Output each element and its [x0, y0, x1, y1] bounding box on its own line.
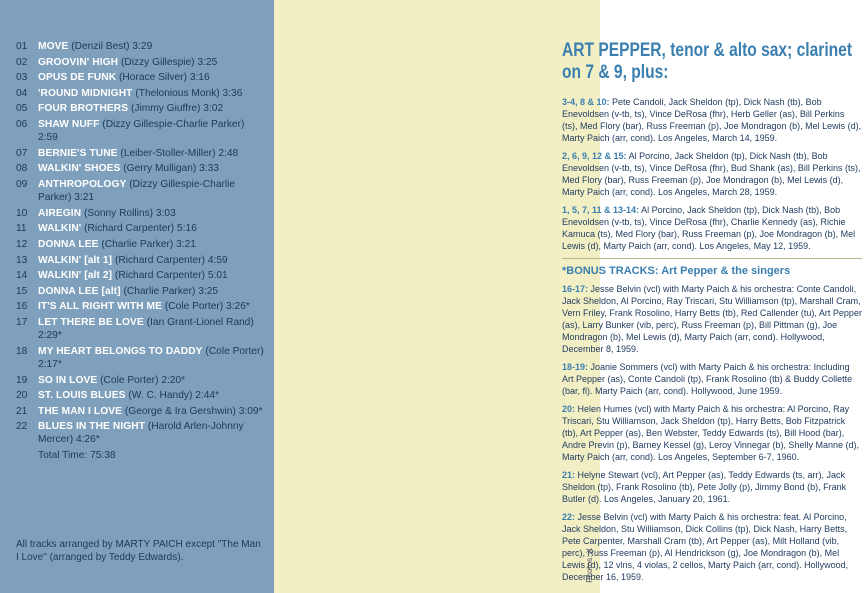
track-title: MOVE: [38, 41, 69, 52]
track-duration: 2:29*: [38, 330, 62, 342]
session-tracks: 3-4, 8 & 10:: [562, 97, 610, 107]
track-info: [38, 316, 266, 342]
track-composer: (Leiber-Stoller-Miller): [120, 147, 216, 159]
track-composer: (Thelonious Monk): [135, 87, 220, 99]
track-number: 07: [16, 147, 28, 159]
track-composer: (Charlie Parker): [101, 238, 174, 250]
session-personnel: Pete Candoli, Jack Sheldon (tp), Dick Nash (tb), Bob Enevoldsen (v-tb, ts), Vince DeRosa (fhr), Herb Geller (as), Bill Perkins (ts), Med Flory (bar), Russ Freeman (p), Joe Mondragon (b), Mel Lewis (d), Marty Paich (arr, cond). Los Angeles, March 14, 1959.: [562, 97, 862, 143]
track-row: [16, 238, 266, 251]
track-duration: 3:36: [222, 87, 243, 99]
track-row: [16, 71, 266, 84]
track-title: SHAW NUFF: [38, 118, 100, 130]
track-composer: (Dizzy Gillespie-Charlie Parker): [102, 118, 245, 130]
session-personnel: Al Porcino, Jack Sheldon (tp), Dick Nash (tb), Bob Enevoldsen (v-tb, ts), Vince DeRosa (fhr), Bud Shank (as), Bill Perkins (ts), Med Flory (bar), Russ Freeman (p), Joe Mondragon (b), Mel Lewis (d), Marty Paich (arr, cond). Los Angeles, March 28, 1959.: [562, 151, 861, 197]
track-title: FOUR BROTHERS: [38, 103, 129, 115]
track-number: 17: [16, 316, 28, 328]
track-title: THE MAN I LOVE: [38, 405, 123, 417]
track-number: 22: [16, 421, 28, 433]
track-number: 18: [16, 345, 28, 357]
bonus-entry: [562, 469, 862, 505]
session-tracks: 2, 6, 9, 12 & 15:: [562, 151, 627, 161]
track-duration: 2:17*: [38, 358, 62, 370]
track-number: 15: [16, 285, 28, 297]
track-number: 05: [16, 103, 28, 115]
track-title: OPUS DE FUNK: [38, 72, 117, 84]
track-duration: 2:59: [38, 132, 58, 144]
track-row: [16, 374, 266, 387]
track-composer: (Harold Arlen-Johnny Mercer): [38, 421, 244, 446]
track-row: [16, 162, 266, 175]
track-row: [16, 316, 266, 342]
track-duration: 3:25: [197, 56, 218, 68]
track-composer: (Cole Porter): [164, 301, 224, 313]
photo-credit: Photos: X: [585, 548, 594, 583]
track-row: [16, 87, 266, 100]
session-tracks: 20:: [562, 404, 576, 414]
album-header: ART PEPPER, tenor & alto sax; clarinet on 7 & 9, plus:: [562, 40, 853, 83]
track-title: WALKIN' [alt 2]: [38, 270, 113, 282]
track-title: WALKIN': [38, 223, 82, 235]
track-row: [16, 118, 266, 144]
track-number: 21: [16, 405, 28, 417]
track-row: [16, 178, 266, 204]
track-info: [38, 56, 266, 69]
personnel-panel: [274, 0, 862, 593]
track-title: BERNIE'S TUNE: [38, 147, 118, 159]
track-row: [16, 269, 266, 282]
track-row: [16, 40, 266, 53]
track-composer: (W. C. Handy): [128, 390, 193, 402]
track-number: 14: [16, 270, 28, 282]
track-title: WALKIN' SHOES: [38, 163, 121, 175]
track-duration: 3:21: [176, 238, 196, 250]
track-row: [16, 300, 266, 313]
session-tracks: 21:: [562, 470, 576, 480]
track-info: [38, 405, 266, 418]
track-duration: 3:25: [198, 285, 219, 297]
track-title: DONNA LEE [alt]: [38, 285, 121, 297]
track-title: ANTHROPOLOGY: [38, 178, 127, 190]
track-number: 06: [16, 118, 28, 130]
track-info: [38, 374, 266, 387]
track-number: 19: [16, 374, 28, 386]
track-info: [38, 238, 266, 251]
bonus-entry: [562, 403, 862, 463]
track-composer: (Horace Silver): [119, 72, 187, 84]
track-composer: (Cole Porter): [100, 374, 159, 386]
track-info: [38, 300, 266, 313]
track-number: 09: [16, 178, 28, 190]
bonus-title: *BONUS TRACKS: Art Pepper & the singers: [562, 265, 791, 277]
track-duration: 4:59: [207, 254, 228, 266]
track-duration: 3:33: [199, 163, 219, 175]
track-row: [16, 56, 266, 69]
track-duration: 2:44*: [195, 390, 219, 402]
track-composer: (Denzil Best): [71, 41, 130, 52]
track-title: ST. LOUIS BLUES: [38, 390, 126, 402]
track-row: [16, 285, 266, 298]
divider: [562, 258, 862, 259]
track-number: 13: [16, 254, 28, 266]
track-row: [16, 207, 266, 220]
track-composer: (Ian Grant-Lionel Rand): [146, 316, 254, 328]
track-number: 03: [16, 72, 28, 84]
track-duration: 3:29: [132, 41, 153, 52]
track-number: 04: [16, 87, 28, 99]
track-info: [38, 40, 266, 53]
track-info: [38, 269, 266, 282]
track-composer: (Charlie Parker): [123, 285, 196, 297]
track-info: [38, 254, 266, 267]
track-title: WALKIN' [alt 1]: [38, 254, 113, 266]
session-tracks: 22:: [562, 512, 576, 522]
track-number: 12: [16, 238, 28, 250]
track-row: [16, 405, 266, 418]
total-time: Total Time: 75:38: [38, 450, 116, 462]
track-info: [38, 87, 266, 100]
track-row: [16, 345, 266, 371]
track-info: [38, 285, 266, 298]
track-composer: (Dizzy Gillespie): [120, 56, 195, 68]
track-info: [38, 222, 266, 235]
track-composer: (Richard Carpenter): [114, 270, 205, 282]
track-composer: (Dizzy Gillespie-Charlie Parker): [38, 178, 236, 204]
session-tracks: 18-19:: [562, 362, 589, 372]
track-title: SO IN LOVE: [38, 374, 98, 386]
track-number: 16: [16, 301, 28, 313]
track-info: [38, 102, 266, 115]
bonus-entry: [562, 283, 862, 355]
track-composer: (Sonny Rollins): [84, 207, 154, 219]
track-row: [16, 254, 266, 267]
track-list: [16, 40, 266, 462]
track-composer: (George & Ira Gershwin): [124, 405, 236, 417]
track-duration: 4:26*: [75, 434, 100, 446]
session-personnel: Helen Humes (vcl) with Marty Paich & his orchestra: Al Porcino, Ray Triscari, Stu Williamson, Jack Sheldon (tp), Harry Betts, Bob Fitzpatrick (tb), Art Pepper (as), Ben Webster, Teddy Edwards (ts), Bill Hood (bar), Andre Previn (p), Barney Kessel (g), Leroy Vinnegar (b), Shelly Manne (d), Marty Paich (arr, cond). Los Angeles, September 6-7, 1960.: [562, 404, 859, 462]
session-personnel: Helyne Stewart (vcl), Art Pepper (as), Teddy Edwards (ts, arr), Jack Sheldon (tp), Frank Rosolino (tb), Pete Jolly (p), Jimmy Bond (b), Frank Butler (d). Los Angeles, January 20, 1961.: [562, 470, 847, 504]
track-title: GROOVIN' HIGH: [38, 56, 119, 68]
track-composer: (Cole Porter): [205, 345, 264, 357]
track-number: 10: [16, 207, 28, 219]
track-title: MY HEART BELONGS TO DADDY: [38, 345, 203, 357]
session-personnel: Al Porcino, Jack Sheldon (tp), Dick Nash (tb), Bob Enevoldsen (v-tb, ts), Vince DeRosa (fhr), Charlie Kennedy (as), Richie Kamuca (ts), Med Flory (bar), Russ Freeman (p), Joe Mondragon (b), Mel Lewis (d), Marty Paich (arr, cond). Los Angeles, May 12, 1959.: [562, 205, 856, 251]
bonus-entry: [562, 511, 862, 583]
track-number: 20: [16, 390, 28, 402]
track-info: [38, 389, 266, 402]
bonus-entry: [562, 361, 862, 397]
track-title: 'ROUND MIDNIGHT: [38, 87, 133, 99]
track-composer: (Gerry Mulligan): [123, 163, 197, 175]
track-row: [16, 389, 266, 402]
track-info: [38, 178, 266, 204]
track-duration: 3:09*: [238, 405, 263, 417]
track-duration: 3:03: [155, 207, 176, 219]
track-composer: (Richard Carpenter): [114, 254, 205, 266]
session-entry: [562, 150, 862, 198]
track-row: [16, 420, 266, 446]
track-title: IT'S ALL RIGHT WITH ME: [38, 301, 163, 313]
track-title: AIREGIN: [38, 207, 82, 219]
track-info: [38, 118, 266, 144]
session-list: [562, 96, 862, 589]
track-info: [38, 147, 266, 160]
track-duration: 3:02: [203, 103, 224, 115]
track-duration: 5:16: [177, 223, 197, 235]
session-entry: [562, 204, 862, 252]
track-number: 01: [16, 41, 28, 52]
track-duration: 3:21: [74, 192, 95, 204]
arrangement-note: All tracks arranged by MARTY PAICH except "The Man I Love" (arranged by Teddy Edwards).: [16, 539, 261, 563]
session-tracks: 16-17:: [562, 284, 589, 294]
track-number: 11: [16, 223, 27, 235]
track-info: [38, 207, 266, 220]
track-info: [38, 420, 266, 446]
session-personnel: Jesse Belvin (vcl) with Marty Paich & his orchestra: Conte Candoli, Jack Sheldon, Al Porcino, Ray Triscari, Stu Williamson (tp), Marshall Cram, Vern Friley, Frank Rosolino, Harry Betts (tb), Red Callender (tu), Art Pepper (as), Larry Bunker (vib, perc), Russ Freeman (p), Bill Pittman (g), Joe Mondragon (b), Mel Lewis (d), Marty Paich (arr, cond). Hollywood, December 8, 1959.: [562, 284, 862, 354]
track-duration: 3:16: [189, 72, 210, 84]
track-composer: (Richard Carpenter): [84, 223, 175, 235]
track-title: LET THERE BE LOVE: [38, 316, 144, 328]
track-number: 02: [16, 56, 28, 68]
session-tracks: 1, 5, 7, 11 & 13-14:: [562, 205, 640, 215]
track-duration: 5:01: [207, 270, 228, 282]
track-row: [16, 222, 266, 235]
track-info: [38, 345, 266, 371]
tracklist-panel: [0, 0, 274, 593]
track-row: [16, 102, 266, 115]
session-personnel: Joanie Sommers (vcl) with Marty Paich & his orchestra: Including Art Pepper (as), Conte Candoli (tp), Frank Rosolino (tb) & Buddy Collette (bar, fl). Marty Paich (arr, cond). Hollywood, June 1959.: [562, 362, 853, 396]
track-composer: (Jimmy Giuffre): [131, 103, 201, 115]
track-number: 08: [16, 163, 28, 175]
track-duration: 2:48: [218, 147, 239, 159]
track-row: [16, 147, 266, 160]
track-duration: 3:26*: [226, 301, 250, 313]
session-entry: [562, 96, 862, 144]
session-personnel: Jesse Belvin (vcl) with Marty Paich & his orchestra: feat. Al Porcino, Jack Sheldon, Stu Williamson, Dick Collins (tp), Dick Nash, Harry Betts, Pete Carpenter, Marshall Cram (tb), Art Pepper (as), Milt Holland (vib, perc), Russ Freeman (p), Al Hendrickson (g), Joe Mondragon (b), Mel Lewis (d), 12 vlns, 4 violas, 2 cellos, Marty Paich (arr, cond). Hollywood, December 16, 1959.: [562, 512, 849, 582]
track-info: [38, 71, 266, 84]
track-info: [38, 162, 266, 175]
track-title: BLUES IN THE NIGHT: [38, 421, 146, 433]
track-title: DONNA LEE: [38, 238, 99, 250]
track-duration: 2:20*: [161, 374, 186, 386]
